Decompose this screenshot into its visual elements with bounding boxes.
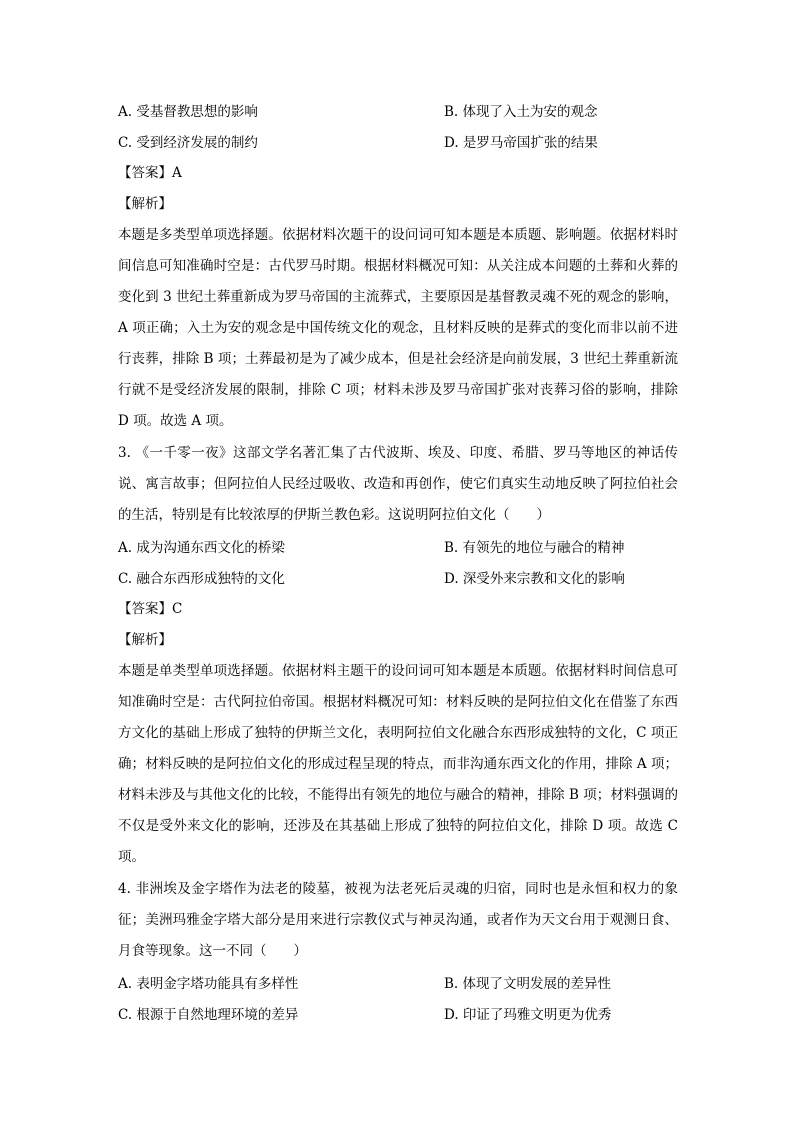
q3-option-row-1 — [118, 536, 698, 560]
q2-analysis-text: 本题是多类型单项选择题。依据材料次题干的设问词可知本题是本质题、影响题。依据材料时间信息可知准确时空是：古代罗马时期。根据材料概况可知：从关注成本问题的土葬和火葬的变化到 3 世纪土葬重新成为罗马帝国的主流葬式，主要原因是基督教灵魂不死的观念的影响，A 项正确；入土为安的观念是中国传统文化的观念，且材料反映的是葬式的变化而非以前不进行丧葬，排除 B 项；土葬最初是为了减少成本，但是社会经济是向前发展，3 世纪土葬重新流行就不是受经济发展的限制，排除 C 项；材料未涉及罗马帝国扩张对丧葬习俗的影响，排除 D 项。故选 A 项。 — [118, 227, 678, 429]
q3-option-row-2 — [118, 567, 698, 591]
q2-option-a: A. 受基督教思想的影响 — [118, 104, 258, 120]
q4-option-a: A. 表明金字塔功能具有多样性 — [118, 976, 299, 992]
q3-analysis-text: 本题是单类型单项选择题。依据材料主题干的设问词可知本题是本质题。依据材料时间信息可知准确时空是：古代阿拉伯帝国。根据材料概况可知：材料反映的是阿拉伯文化在借鉴了东西方文化的基础上形成了独特的伊斯兰文化，表明阿拉伯文化融合东西形成独特的文化，C 项正确；材料反映的是阿拉伯文化的形成过程呈现的特点，而非沟通东西文化的作用，排除 A 项；材料未涉及与其他文化的比较，不能得出有领先的地位与融合的精神，排除 B 项；材料强调的不仅是受外来文化的影响，还涉及在其基础上形成了独特的阿拉伯文化，排除 D 项。故选 C 项。 — [118, 663, 678, 865]
q2-option-d: D. 是罗马帝国扩张的结果 — [444, 135, 598, 151]
q4-option-row-1 — [118, 972, 698, 996]
q2-answer: 【答案】A — [118, 165, 182, 181]
q4-option-d: D. 印证了玛雅文明更为优秀 — [444, 1007, 612, 1023]
q2-option-b: B. 体现了入土为安的观念 — [444, 104, 598, 120]
q2-analysis-label: 【解析】 — [118, 196, 172, 212]
q3-analysis-label: 【解析】 — [118, 632, 172, 648]
q3-option-d: D. 深受外来宗教和文化的影响 — [444, 571, 625, 587]
q3-option-a: A. 成为沟通东西文化的桥梁 — [118, 540, 285, 556]
q4-option-b: B. 体现了文明发展的差异性 — [444, 976, 612, 992]
q4-stem: 4. 非洲埃及金字塔作为法老的陵墓，被视为法老死后灵魂的归宿，同时也是永恒和权力的象征；美洲玛雅金字塔大部分是用来进行宗教仪式与神灵沟通，或者作为天文台用于观测日食、月食等现象。这一不同（ ） — [118, 881, 678, 959]
q3-option-b: B. 有领先的地位与融合的精神 — [444, 540, 625, 556]
q3-answer: 【答案】C — [118, 601, 183, 617]
q4-option-row-2 — [118, 1003, 698, 1027]
q3-stem: 3. 《一千零一夜》这部文学名著汇集了古代波斯、埃及、印度、希腊、罗马等地区的神话传说、寓言故事；但阿拉伯人民经过吸收、改造和再创作，使它们真实生动地反映了阿拉伯社会的生活，特别是有比较浓厚的伊斯兰教色彩。这说明阿拉伯文化（ ） — [118, 445, 678, 523]
q3-option-c: C. 融合东西形成独特的文化 — [118, 571, 285, 587]
q2-option-row-1 — [118, 100, 698, 124]
q2-option-c: C. 受到经济发展的制约 — [118, 135, 258, 151]
q2-option-row-2 — [118, 131, 698, 155]
q4-option-c: C. 根源于自然地理环境的差异 — [118, 1007, 299, 1023]
